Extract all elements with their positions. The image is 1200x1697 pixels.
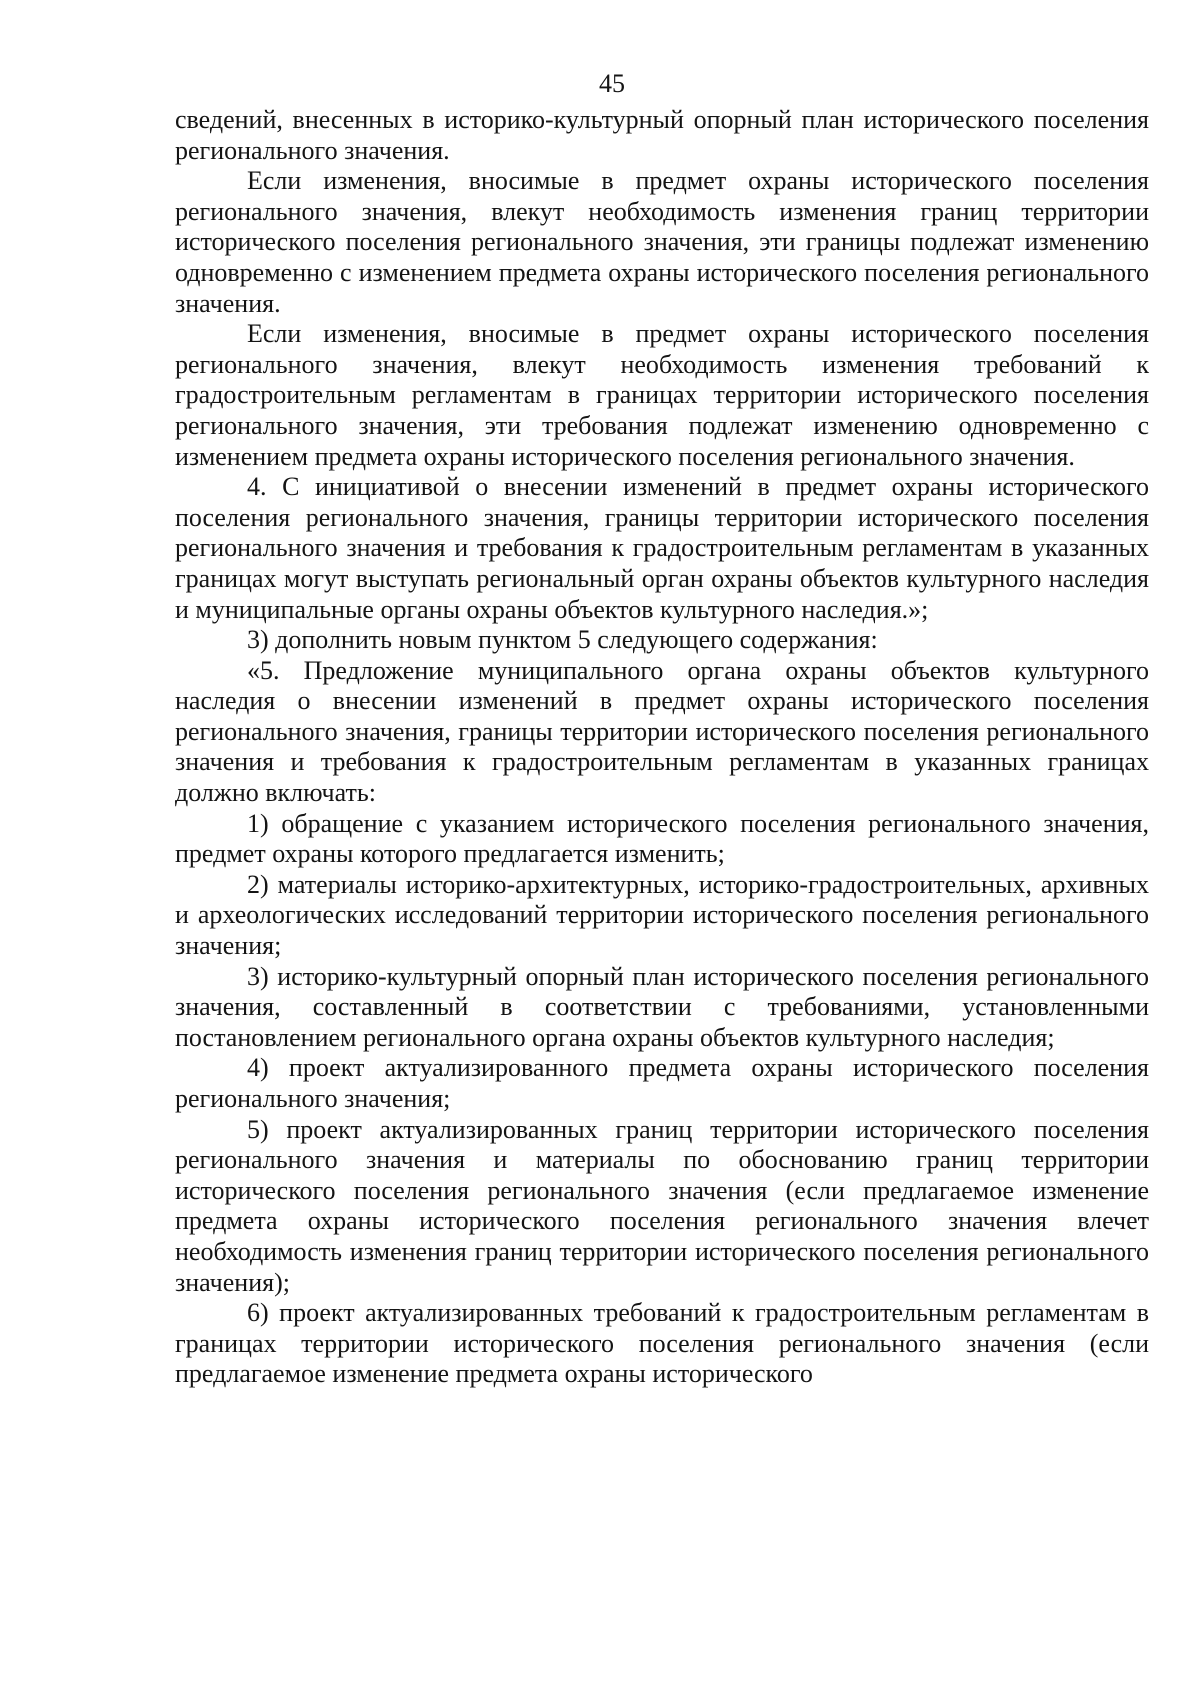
document-body <box>175 105 1149 1390</box>
paragraph-item-5-proposal: «5. Предложение муниципального органа охраны объектов культурного наследия о внесении изменений в предмет охраны исторического поселения регионального значения, границы территории исторического поселения регионального значения и требования к градостроительным регламентам в указанных границах должно включать: <box>175 655 1149 808</box>
list-item-3: 3) историко-культурный опорный план исторического поселения регионального значения, составленный в соответствии с требованиями, установленными постановлением регионального органа охраны объектов культурного наследия; <box>175 961 1149 1052</box>
list-item-1: 1) обращение с указанием исторического поселения регионального значения, предмет охраны которого предлагается изменить; <box>175 808 1149 869</box>
paragraph-boundary-change: Если изменения, вносимые в предмет охраны исторического поселения регионального значения, влекут необходимость изменения границ территории исторического поселения регионального значения, эти границы подлежат изменению одновременно с изменением предмета охраны исторического поселения регионального значения. <box>175 166 1149 318</box>
list-item-4: 4) проект актуализированного предмета охраны исторического поселения регионального значения; <box>175 1053 1149 1113</box>
list-item-2: 2) материалы историко-архитектурных, историко-градостроительных, архивных и археологических исследований территории исторического поселения регионального значения; <box>175 869 1149 961</box>
paragraph-requirements-change: Если изменения, вносимые в предмет охраны исторического поселения регионального значения, влекут необходимость изменения требований к градостроительным регламентам в границах территории исторического поселения регионального значения, эти требования подлежат изменению одновременно с изменением предмета охраны исторического поселения регионального значения. <box>175 319 1149 471</box>
paragraph-continuation: сведений, внесенных в историко-культурный опорный план исторического поселения регионального значения. <box>175 105 1149 165</box>
paragraph-item-4-initiative: 4. С инициативой о внесении изменений в предмет охраны исторического поселения регионального значения, границы территории исторического поселения регионального значения и требования к градостроительным регламентам в указанных границах могут выступать региональный орган охраны объектов культурного наследия и муниципальные органы охраны объектов культурного наследия.»; <box>175 472 1149 624</box>
page-number: 45 <box>599 69 625 98</box>
list-item-6: 6) проект актуализированных требований к градостроительным регламентам в границах территории исторического поселения регионального значения (если предлагаемое изменение предмета охраны исторического <box>175 1298 1149 1389</box>
list-item-5: 5) проект актуализированных границ территории исторического поселения регионального значения и материалы по обоснованию границ территории исторического поселения регионального значения (если предлагаемое изменение предмета охраны исторического поселения регионального значения влечет необходимость изменения границ территории исторического поселения регионального значения); <box>175 1114 1149 1297</box>
paragraph-amendment-3: 3) дополнить новым пунктом 5 следующего содержания: <box>247 625 878 655</box>
